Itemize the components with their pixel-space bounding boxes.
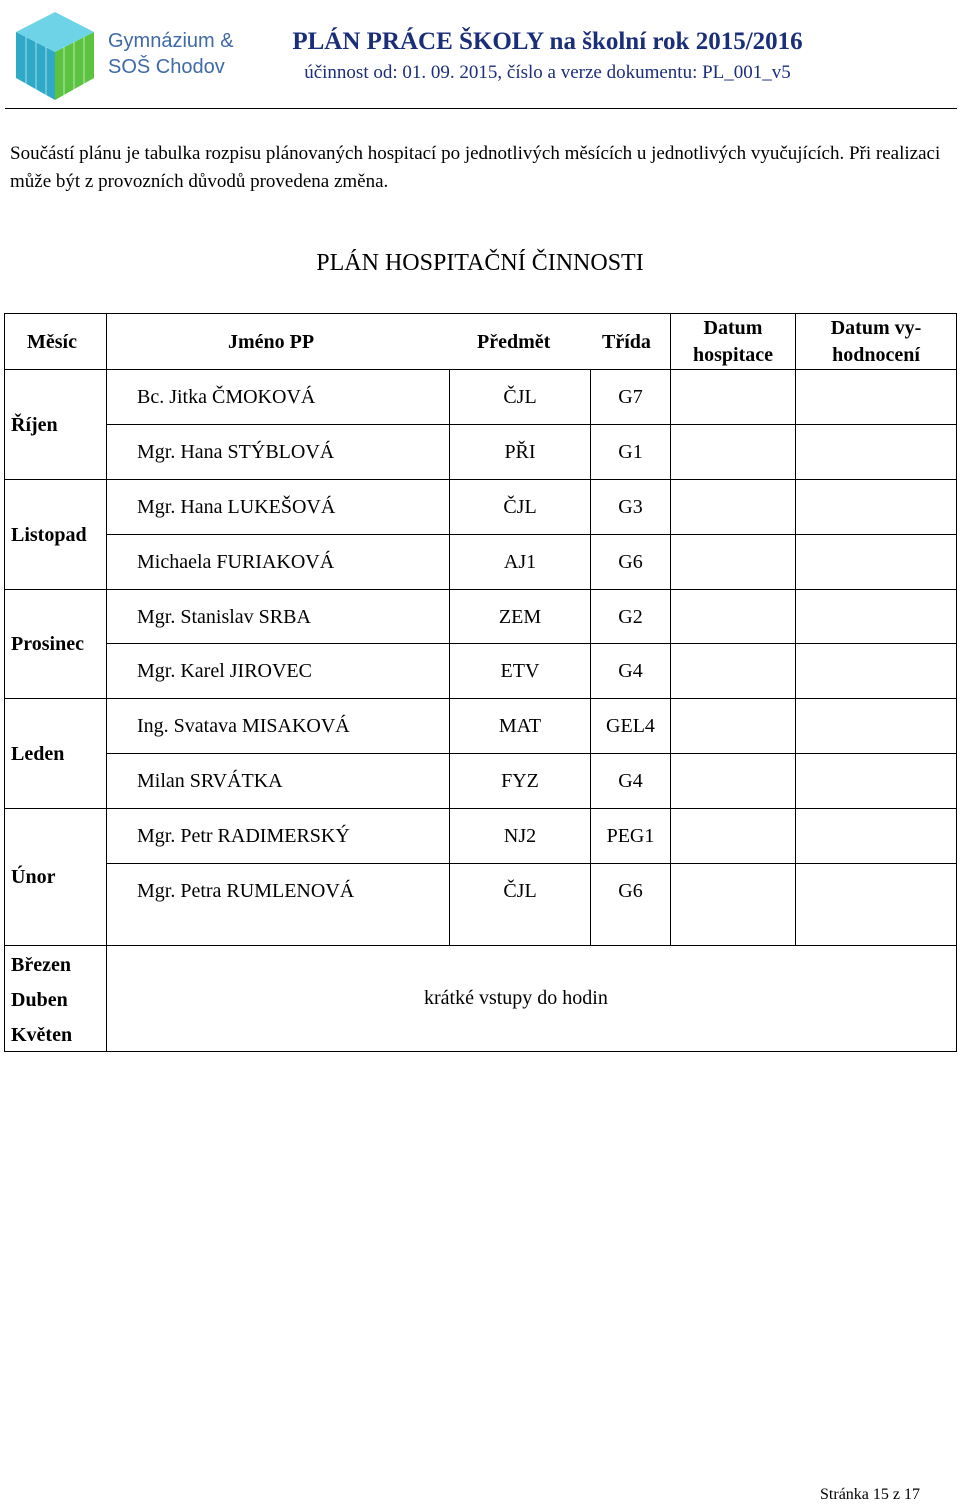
table-month-divider — [4, 698, 957, 699]
month-label-february: Únor — [11, 866, 56, 888]
teacher-name: Mgr. Petra RUMLENOVÁ — [137, 880, 355, 902]
table-row-divider — [106, 424, 957, 425]
teacher-name: Mgr. Karel JIROVEC — [137, 660, 312, 682]
class-cell: PEG1 — [606, 825, 655, 847]
header-name: Jméno PP — [228, 331, 315, 353]
cube-logo-icon — [8, 4, 103, 104]
school-logo — [8, 4, 248, 104]
table-row-divider — [106, 534, 957, 535]
table-row-divider — [106, 753, 957, 754]
class-cell: G7 — [618, 386, 643, 408]
document-validity: účinnost od: 01. 09. 2015, číslo a verze dokumentu: PL_001_v5 — [304, 62, 791, 83]
teacher-name: Bc. Jitka ČMOKOVÁ — [137, 386, 316, 408]
month-label-january: Leden — [11, 743, 65, 765]
month-label-november: Listopad — [11, 524, 87, 546]
table-border-top — [4, 313, 957, 314]
subject-cell: ČJL — [503, 880, 537, 902]
header-visit-date-line1: Datum — [703, 317, 763, 339]
header-eval-date-line2: hodnocení — [832, 344, 920, 366]
table-row-divider — [106, 643, 957, 644]
subject-cell: NJ2 — [503, 825, 537, 847]
header-visit-date-line2: hospitace — [693, 344, 773, 366]
class-cell: G6 — [618, 880, 643, 902]
teacher-name: Mgr. Hana LUKEŠOVÁ — [137, 496, 336, 518]
table-column-divider — [795, 313, 796, 945]
page-number: Stránka 15 z 17 — [820, 1486, 920, 1503]
class-cell: G4 — [618, 770, 643, 792]
subject-cell: ZEM — [498, 606, 542, 628]
header-class: Třída — [602, 331, 651, 353]
table-border-right — [956, 313, 957, 1051]
table-column-divider — [590, 369, 591, 945]
subject-cell: PŘI — [504, 441, 536, 463]
class-cell: G2 — [618, 606, 643, 628]
month-label-march: Březen — [11, 954, 71, 976]
subject-cell: MAT — [498, 715, 542, 737]
table-month-divider — [4, 945, 957, 946]
month-label-october: Říjen — [11, 414, 58, 436]
table-border-bottom — [4, 1051, 957, 1052]
subject-cell: FYZ — [501, 770, 539, 792]
intro-paragraph: Součástí plánu je tabulka rozpisu plánovaných hospitací po jednotlivých měsících u jednotlivých vyučujících. Při realizaci může být z provozních důvodů provedena změna. — [10, 143, 941, 192]
teacher-name: Mgr. Hana STÝBLOVÁ — [137, 441, 335, 463]
table-column-divider — [670, 313, 671, 945]
subject-cell: ČJL — [503, 496, 537, 518]
class-cell: G6 — [618, 551, 643, 573]
class-cell: G4 — [618, 660, 643, 682]
table-row-divider — [106, 863, 957, 864]
header-subject: Předmět — [477, 331, 551, 353]
teacher-name: Milan SRVÁTKA — [137, 770, 283, 792]
teacher-name: Michaela FURIAKOVÁ — [137, 551, 335, 573]
table-month-divider — [4, 589, 957, 590]
logo-text-line1: Gymnázium & — [108, 30, 234, 52]
plan-title: PLÁN HOSPITAČNÍ ČINNOSTI — [316, 250, 644, 276]
header-month: Měsíc — [27, 331, 77, 353]
document-title: PLÁN PRÁCE ŠKOLY na školní rok 2015/2016 — [292, 28, 803, 55]
table-column-divider — [106, 313, 107, 1051]
teacher-name: Mgr. Stanislav SRBA — [137, 606, 311, 628]
logo-text-line2: SOŠ Chodov — [108, 56, 225, 78]
table-border-left — [4, 313, 5, 1051]
teacher-name: Mgr. Petr RADIMERSKÝ — [137, 825, 350, 847]
subject-cell: ETV — [500, 660, 540, 682]
teacher-name: Ing. Svatava MISAKOVÁ — [137, 715, 350, 737]
header-divider — [5, 108, 957, 109]
month-label-december: Prosinec — [11, 633, 84, 655]
month-label-may: Květen — [11, 1024, 73, 1046]
short-visits-note: krátké vstupy do hodin — [424, 987, 608, 1009]
class-cell: G3 — [618, 496, 643, 518]
class-cell: GEL4 — [606, 715, 655, 737]
subject-cell: AJ1 — [503, 551, 537, 573]
table-month-divider — [4, 808, 957, 809]
month-label-april: Duben — [11, 989, 68, 1011]
class-cell: G1 — [618, 441, 643, 463]
table-month-divider — [4, 479, 957, 480]
subject-cell: ČJL — [503, 386, 537, 408]
header-eval-date-line1: Datum vy- — [830, 317, 922, 339]
table-header-bottom — [4, 369, 957, 370]
table-column-divider — [449, 369, 450, 945]
